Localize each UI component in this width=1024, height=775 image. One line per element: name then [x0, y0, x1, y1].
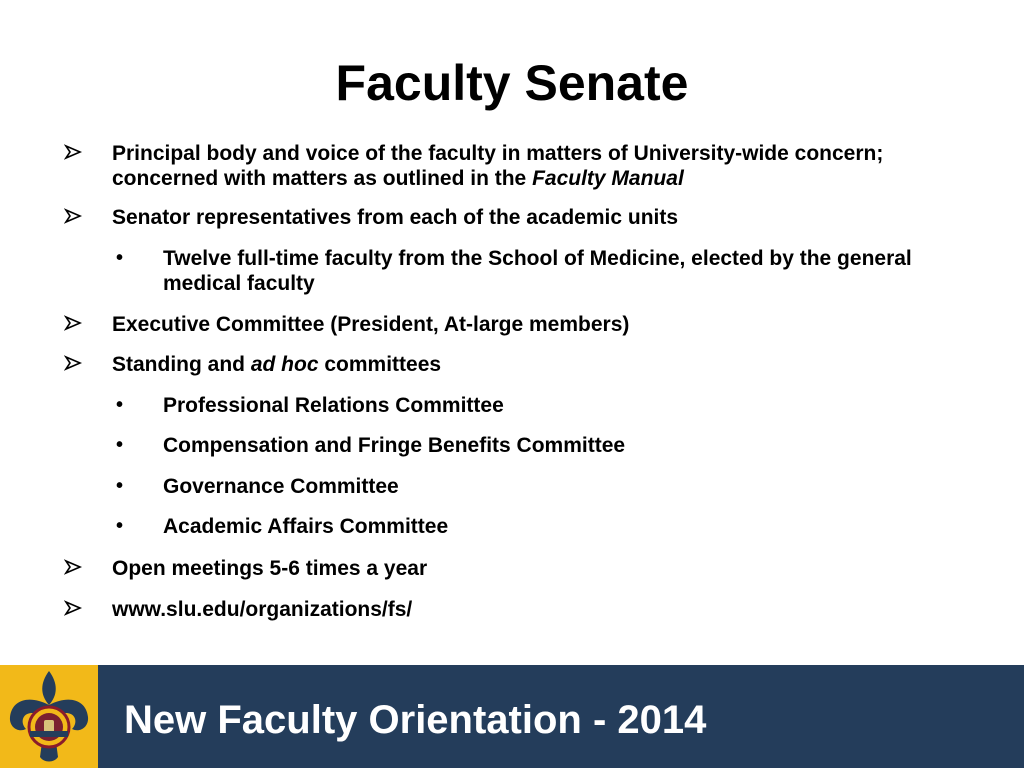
bullet-text-run: Open meetings 5-6 times a year	[112, 557, 428, 580]
sub-bullet-item	[116, 514, 943, 539]
arrowhead-bullet-icon	[64, 312, 86, 337]
slide-title: Faculty Senate	[335, 55, 689, 111]
arrowhead-bullet-icon	[64, 141, 86, 166]
footer-bar	[0, 665, 1024, 768]
bullet-item	[112, 312, 932, 337]
dot-bullet-icon: •	[116, 515, 124, 537]
bullet-text	[112, 352, 932, 377]
bullet-text	[112, 205, 932, 230]
bullet-text	[112, 597, 932, 622]
dot-bullet-icon: •	[116, 247, 124, 269]
arrowhead-bullet-icon	[64, 597, 86, 622]
bullet-text-run: committees	[318, 353, 442, 376]
bullet-text-italic: ad hoc	[250, 353, 319, 376]
bullet-text	[163, 474, 943, 499]
bullet-text	[163, 514, 943, 539]
bullet-text	[163, 393, 943, 418]
dot-bullet-icon: •	[116, 394, 124, 416]
dot-bullet-icon: •	[116, 434, 124, 456]
sub-bullet-item	[116, 393, 943, 418]
bullet-text-run: Professional Relations Committee	[163, 394, 504, 417]
bullet-item	[112, 597, 932, 622]
bullet-text-run: www.slu.edu/organizations/fs/	[112, 598, 413, 621]
arrowhead-bullet-icon	[64, 556, 86, 581]
footer-title: New Faculty Orientation - 2014	[124, 698, 707, 742]
sub-bullet-item	[116, 246, 943, 296]
sub-bullet-item	[116, 433, 943, 458]
bullet-item	[112, 141, 932, 191]
bullet-text-run: Executive Committee (President, At-large members)	[112, 313, 630, 336]
arrowhead-bullet-icon	[64, 352, 86, 377]
bullet-text-run: Governance Committee	[163, 475, 399, 498]
bullet-text	[163, 433, 943, 458]
bullet-item	[112, 556, 932, 581]
sub-bullet-item	[116, 474, 943, 499]
bullet-text-run: Principal body and voice of the faculty in matters of University-wide concern; concerned with matters as outlined in the	[112, 142, 884, 190]
arrowhead-bullet-icon	[64, 205, 86, 230]
dot-bullet-icon: •	[116, 475, 124, 497]
bullet-text-italic: Faculty Manual	[532, 167, 684, 190]
bullet-text	[112, 556, 932, 581]
university-seal-icon	[0, 665, 98, 768]
bullet-text-run: Academic Affairs Committee	[163, 515, 449, 538]
bullet-text	[112, 141, 932, 191]
bullet-text-run: Twelve full-time faculty from the School of Medicine, elected by the general medical faculty	[163, 247, 912, 295]
bullet-text-run: Compensation and Fringe Benefits Committee	[163, 434, 626, 457]
bullet-text	[112, 312, 932, 337]
bullet-item	[112, 205, 932, 230]
bullet-text-run: Senator representatives from each of the academic units	[112, 206, 679, 229]
bullet-text	[163, 246, 943, 296]
bullet-item	[112, 352, 932, 377]
bullet-text-run: Standing and	[112, 353, 251, 376]
